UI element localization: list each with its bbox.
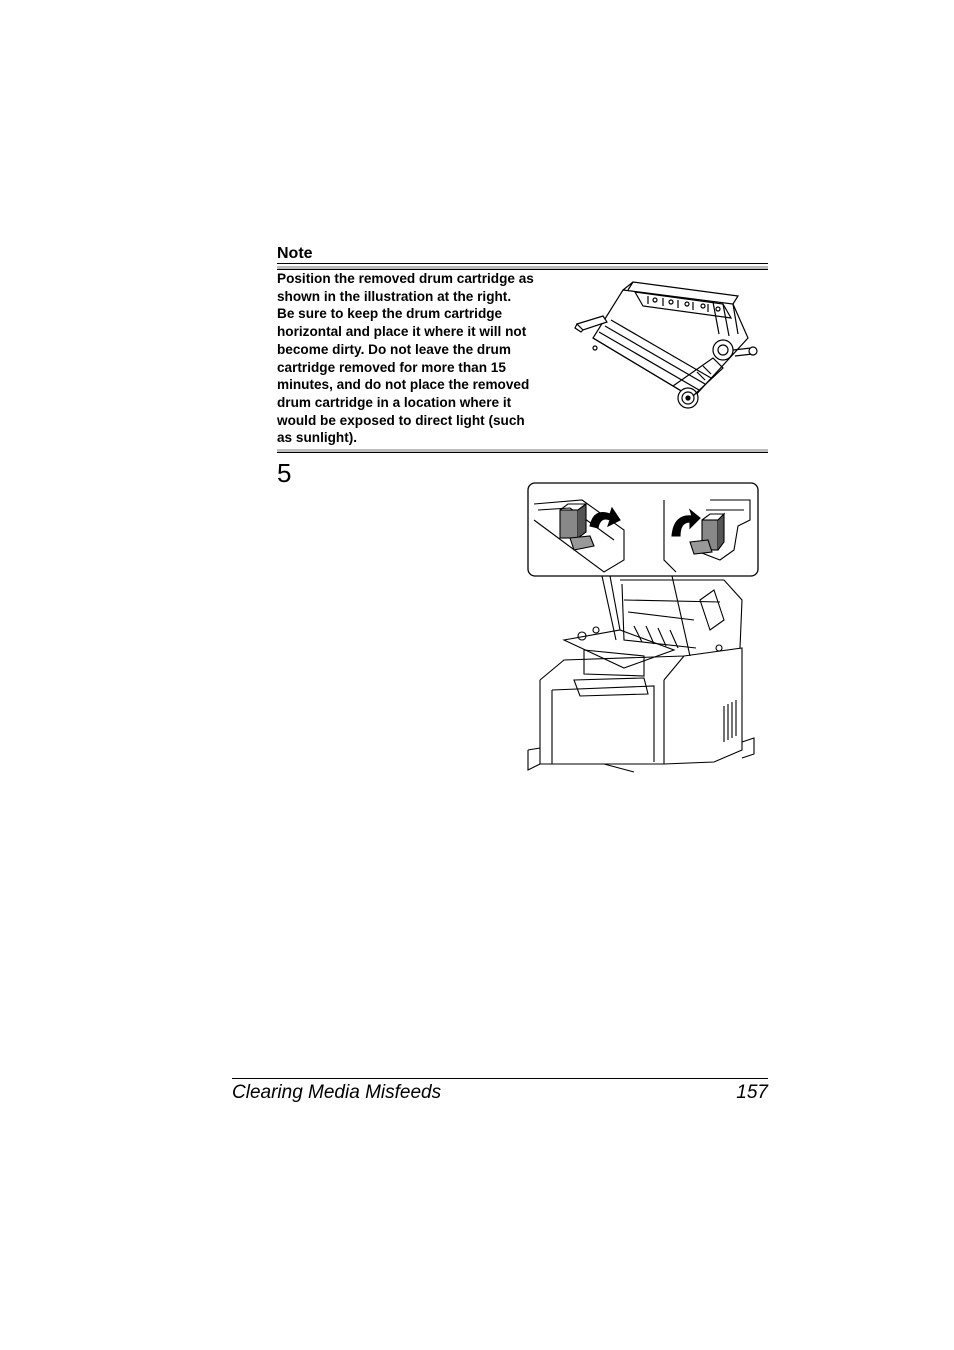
step-number: 5 [277, 458, 292, 488]
note-line: drum cartridge in a location where it [277, 394, 512, 410]
note-line: shown in the illustration at the right. [277, 288, 512, 304]
note-line: become dirty. Do not leave the drum [277, 341, 511, 357]
printer-lever-illustration [524, 480, 764, 774]
note-body [277, 270, 562, 447]
note-line: would be exposed to direct light (such [277, 412, 525, 428]
footer-page-number: 157 [736, 1082, 768, 1103]
note-rule-top [277, 263, 768, 264]
drum-cartridge-illustration [573, 278, 763, 420]
note-line: horizontal and place it where it will not [277, 324, 527, 340]
note-line: Be sure to keep the drum cartridge [277, 306, 503, 322]
footer-rule [232, 1078, 768, 1079]
note-line: Position the removed drum cartridge as [277, 271, 534, 286]
note-rule-bottom [277, 449, 768, 453]
footer-section-title: Clearing Media Misfeeds [232, 1082, 442, 1103]
note-line: minutes, and do not place the removed [277, 377, 530, 393]
note-line: cartridge removed for more than 15 [277, 359, 506, 375]
note-line: as sunlight). [277, 430, 358, 446]
note-title: Note [277, 245, 313, 262]
